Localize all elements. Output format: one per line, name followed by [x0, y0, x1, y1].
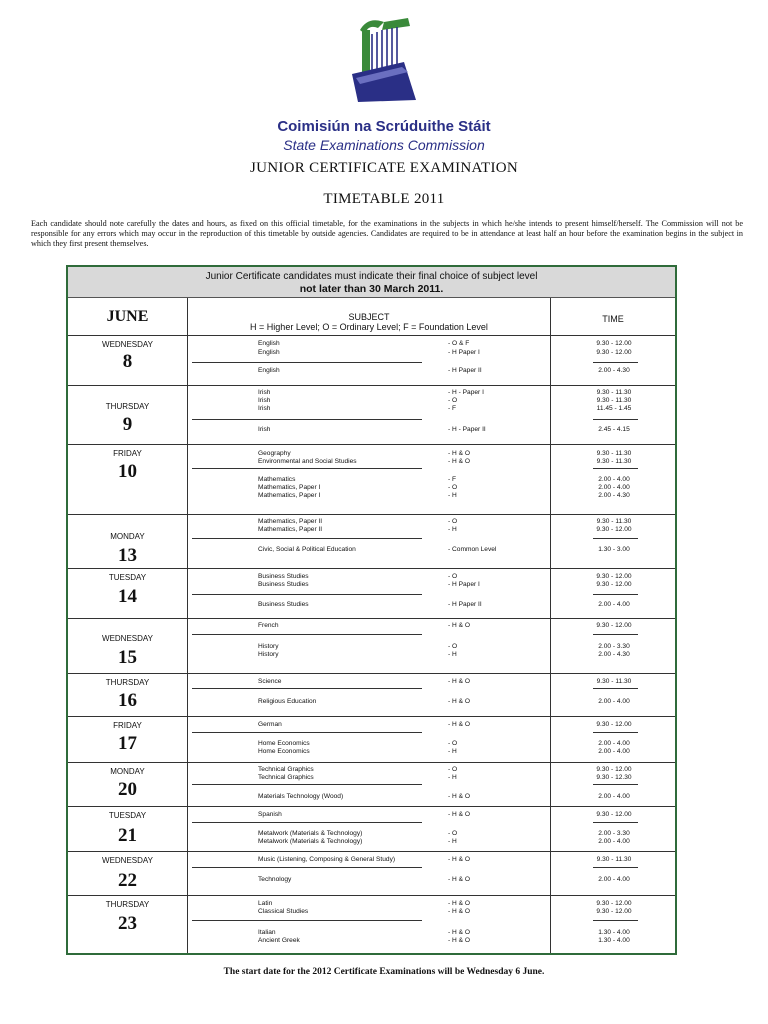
- exam-time: 9.30 - 11.30: [596, 678, 632, 685]
- subject-name: Irish: [258, 389, 271, 396]
- subject-name: History: [258, 643, 279, 650]
- subject-level: - H & O: [448, 908, 470, 915]
- subject-name: Mathematics, Paper II: [258, 518, 323, 525]
- exam-time: 9.30 - 11.30: [596, 397, 632, 404]
- subject-name: Business Studies: [258, 581, 309, 588]
- subject-level: - H & O: [448, 721, 470, 728]
- subject-name: Technical Graphics: [258, 774, 314, 781]
- subject-level: - H & O: [448, 458, 470, 465]
- weekday-label: FRIDAY: [113, 449, 142, 458]
- subject-name: Civic, Social & Political Education: [258, 546, 356, 553]
- table-row: [68, 674, 675, 717]
- subject-level: - H & O: [448, 450, 470, 457]
- exam-time: 9.30 - 11.30: [596, 458, 632, 465]
- weekday-label: THURSDAY: [105, 900, 150, 909]
- session-divider: [192, 594, 422, 595]
- table-row: [68, 569, 675, 619]
- subject-name: French: [258, 622, 279, 629]
- subject-level: - Common Level: [448, 546, 497, 553]
- exam-time: 9.30 - 12.00: [596, 340, 632, 347]
- notice-line-1: Junior Certificate candidates must indicate their final choice of subject level: [205, 271, 538, 282]
- exam-time: 9.30 - 11.30: [596, 518, 632, 525]
- date-label: 9: [122, 414, 133, 435]
- exam-time: 2.00 - 3.30: [598, 830, 630, 837]
- exam-time: 2.00 - 4.00: [598, 876, 630, 883]
- session-divider: [192, 822, 422, 823]
- page-subtitle: TIMETABLE 2011: [323, 191, 445, 207]
- subject-level: - H Paper I: [448, 349, 480, 356]
- subject-name: Mathematics: [258, 476, 296, 483]
- table-row: [68, 445, 675, 515]
- exam-time: 9.30 - 12.00: [596, 908, 632, 915]
- weekday-label: WEDNESDAY: [102, 340, 153, 349]
- session-divider: [192, 784, 422, 785]
- date-label: 17: [118, 733, 137, 754]
- subject-name: Business Studies: [258, 601, 309, 608]
- session-divider: [593, 419, 638, 420]
- subject-level: - H & O: [448, 698, 470, 705]
- date-label: 22: [118, 870, 137, 891]
- weekday-label: FRIDAY: [113, 721, 142, 730]
- subject-level: - H: [448, 774, 457, 781]
- date-label: 23: [118, 913, 137, 934]
- session-divider: [593, 688, 638, 689]
- subject-name: English: [258, 349, 280, 356]
- subject-name: Home Economics: [258, 748, 310, 755]
- exam-time: 11.45 - 1.45: [596, 405, 632, 412]
- subject-level: - H - Paper II: [448, 426, 486, 433]
- session-divider: [192, 634, 422, 635]
- exam-time: 9.30 - 11.30: [596, 856, 632, 863]
- subject-level: - H & O: [448, 876, 470, 883]
- session-divider: [593, 732, 638, 733]
- exam-time: 2.00 - 3.30: [598, 643, 630, 650]
- table-row: [68, 619, 675, 674]
- org-name-irish: Coimisiún na Scrúduithe Stáit: [277, 118, 491, 135]
- subject-level: - O: [448, 740, 458, 747]
- exam-time: 2.00 - 4.00: [598, 601, 630, 608]
- subject-name: English: [258, 340, 280, 347]
- timetable: [66, 265, 677, 955]
- subject-name: Music (Listening, Composing & General Study): [258, 856, 396, 863]
- session-divider: [593, 784, 638, 785]
- subject-level: - H & O: [448, 811, 470, 818]
- table-row: [68, 717, 675, 763]
- subject-name: English: [258, 367, 280, 374]
- session-divider: [593, 822, 638, 823]
- subject-level: - H: [448, 748, 457, 755]
- session-divider: [192, 688, 422, 689]
- subject-level: - H: [448, 838, 457, 845]
- exam-time: 2.00 - 4.00: [598, 748, 630, 755]
- subject-name: Spanish: [258, 811, 282, 818]
- subject-level: - H & O: [448, 937, 470, 944]
- table-row: [68, 763, 675, 807]
- table-row: [68, 515, 675, 569]
- page-title: JUNIOR CERTIFICATE EXAMINATION: [249, 160, 519, 176]
- weekday-label: THURSDAY: [105, 402, 150, 411]
- subject-name: Mathematics, Paper I: [258, 492, 321, 499]
- subject-name: Business Studies: [258, 573, 309, 580]
- exam-time: 9.30 - 12.00: [596, 721, 632, 728]
- exam-time: 1.30 - 3.00: [598, 546, 630, 553]
- exam-time: 9.30 - 12.30: [596, 774, 632, 781]
- subject-name: History: [258, 651, 279, 658]
- session-divider: [192, 538, 422, 539]
- month-header: JUNE: [106, 308, 149, 325]
- subject-level: - O: [448, 397, 458, 404]
- weekday-label: TUESDAY: [108, 573, 147, 582]
- subject-name: Technology: [258, 876, 292, 883]
- subject-level: - H & O: [448, 900, 470, 907]
- subject-name: Geography: [258, 450, 291, 457]
- harp-logo-icon: [338, 12, 430, 104]
- footer-note: The start date for the 2012 Certificate Examinations will be Wednesday 6 June.: [223, 967, 545, 977]
- weekday-label: THURSDAY: [105, 678, 150, 687]
- subject-level: - H & O: [448, 929, 470, 936]
- exam-time: 2.00 - 4.00: [598, 793, 630, 800]
- exam-time: 9.30 - 12.00: [596, 581, 632, 588]
- subject-name: Irish: [258, 397, 271, 404]
- subject-name: Metalwork (Materials & Technology): [258, 838, 363, 845]
- subject-name: Italian: [258, 929, 276, 936]
- date-label: 20: [118, 779, 137, 800]
- session-divider: [593, 920, 638, 921]
- subject-level: - O: [448, 830, 458, 837]
- subject-name: Ancient Greek: [258, 937, 300, 944]
- subject-name: Irish: [258, 426, 271, 433]
- exam-time: 1.30 - 4.00: [598, 929, 630, 936]
- subject-level: - O: [448, 484, 458, 491]
- session-divider: [192, 732, 422, 733]
- exam-time: 9.30 - 12.00: [596, 573, 632, 580]
- table-header: [68, 298, 675, 336]
- weekday-label: WEDNESDAY: [102, 634, 153, 643]
- date-label: 16: [118, 690, 137, 711]
- subject-name: Materials Technology (Wood): [258, 793, 344, 800]
- exam-time: 1.30 - 4.00: [598, 937, 630, 944]
- subject-level: - H - Paper I: [448, 389, 484, 396]
- exam-time: 2.00 - 4.00: [598, 698, 630, 705]
- exam-time: 2.00 - 4.00: [598, 476, 630, 483]
- exam-time: 9.30 - 11.30: [596, 389, 632, 396]
- subject-level: - H Paper II: [448, 601, 482, 608]
- subject-name: Irish: [258, 405, 271, 412]
- subject-level: - H: [448, 492, 457, 499]
- exam-time: 2.00 - 4.00: [598, 740, 630, 747]
- date-label: 14: [118, 586, 137, 607]
- weekday-label: MONDAY: [110, 767, 145, 776]
- session-divider: [192, 920, 422, 921]
- table-row: [68, 807, 675, 852]
- subject-name: Metalwork (Materials & Technology): [258, 830, 363, 837]
- subject-level: - H Paper I: [448, 581, 480, 588]
- subject-level: - H & O: [448, 678, 470, 685]
- exam-time: 9.30 - 11.30: [596, 450, 632, 457]
- logo: [0, 12, 768, 152]
- intro-text: Each candidate should note carefully the dates and hours, as fixed on this official timetable, for the examinations in the subjects in which he/she intends to present himself/herself. The Commission will not be responsible for any errors which may occur in the reproduction of this timetable by outside agencies. Candidates are required to be in attendance at least half an hour before the examination begins in the subject in which they first present themselves.: [31, 219, 743, 248]
- table-row: [68, 852, 675, 896]
- session-divider: [593, 538, 638, 539]
- subject-name: Classical Studies: [258, 908, 309, 915]
- notice-line-2: not later than 30 March 2011.: [299, 283, 444, 295]
- exam-time: 9.30 - 12.00: [596, 526, 632, 533]
- date-label: 8: [122, 351, 133, 372]
- table-row: [68, 896, 675, 953]
- subject-header: [188, 312, 550, 332]
- weekday-label: MONDAY: [110, 532, 145, 541]
- date-label: 13: [118, 545, 137, 566]
- date-label: 15: [118, 647, 137, 668]
- subject-level: - O & F: [448, 340, 470, 347]
- subject-level: - H & O: [448, 793, 470, 800]
- session-divider: [593, 867, 638, 868]
- session-divider: [192, 362, 422, 363]
- exam-time: 9.30 - 12.00: [596, 811, 632, 818]
- subject-name: German: [258, 721, 282, 728]
- table-row: [68, 336, 675, 386]
- subject-name: Science: [258, 678, 282, 685]
- exam-time: 9.30 - 12.00: [596, 622, 632, 629]
- org-name-english: State Examinations Commission: [283, 137, 485, 153]
- session-divider: [593, 634, 638, 635]
- subject-level: - H & O: [448, 856, 470, 863]
- exam-time: 2.45 - 4.15: [598, 426, 630, 433]
- exam-time: 2.00 - 4.30: [598, 492, 630, 499]
- weekday-label: TUESDAY: [108, 811, 147, 820]
- subject-name: Religious Education: [258, 698, 317, 705]
- subject-name: Home Economics: [258, 740, 310, 747]
- time-header: TIME: [602, 314, 624, 324]
- subject-level: - F: [448, 476, 457, 483]
- exam-time: 9.30 - 12.00: [596, 349, 632, 356]
- exam-time: 2.00 - 4.30: [598, 367, 630, 374]
- subject-level: - O: [448, 643, 458, 650]
- subject-level: - H Paper II: [448, 367, 482, 374]
- subject-level: - O: [448, 518, 458, 525]
- exam-time: 2.00 - 4.30: [598, 651, 630, 658]
- level-notice: [68, 267, 675, 298]
- subject-level: - H: [448, 651, 457, 658]
- exam-time: 9.30 - 12.00: [596, 900, 632, 907]
- weekday-label: WEDNESDAY: [102, 856, 153, 865]
- date-label: 10: [118, 461, 137, 482]
- levels-legend: H = Higher Level; O = Ordinary Level; F = Foundation Level: [250, 322, 488, 332]
- subject-name: Latin: [258, 900, 273, 907]
- session-divider: [593, 362, 638, 363]
- session-divider: [593, 468, 638, 469]
- subject-level: - O: [448, 573, 458, 580]
- session-divider: [192, 419, 422, 420]
- subject-level: - O: [448, 766, 458, 773]
- session-divider: [192, 468, 422, 469]
- subject-name: Mathematics, Paper I: [258, 484, 321, 491]
- session-divider: [192, 867, 422, 868]
- subject-level: - H: [448, 526, 457, 533]
- subject-name: Technical Graphics: [258, 766, 314, 773]
- session-divider: [593, 594, 638, 595]
- subject-level: - H & O: [448, 622, 470, 629]
- exam-time: 9.30 - 12.00: [596, 766, 632, 773]
- subject-name: Mathematics, Paper II: [258, 526, 323, 533]
- subject-name: Environmental and Social Studies: [258, 458, 357, 465]
- subject-label: SUBJECT: [348, 312, 390, 322]
- exam-time: 2.00 - 4.00: [598, 484, 630, 491]
- table-row: [68, 386, 675, 445]
- exam-time: 2.00 - 4.00: [598, 838, 630, 845]
- date-label: 21: [118, 825, 137, 846]
- subject-level: - F: [448, 405, 457, 412]
